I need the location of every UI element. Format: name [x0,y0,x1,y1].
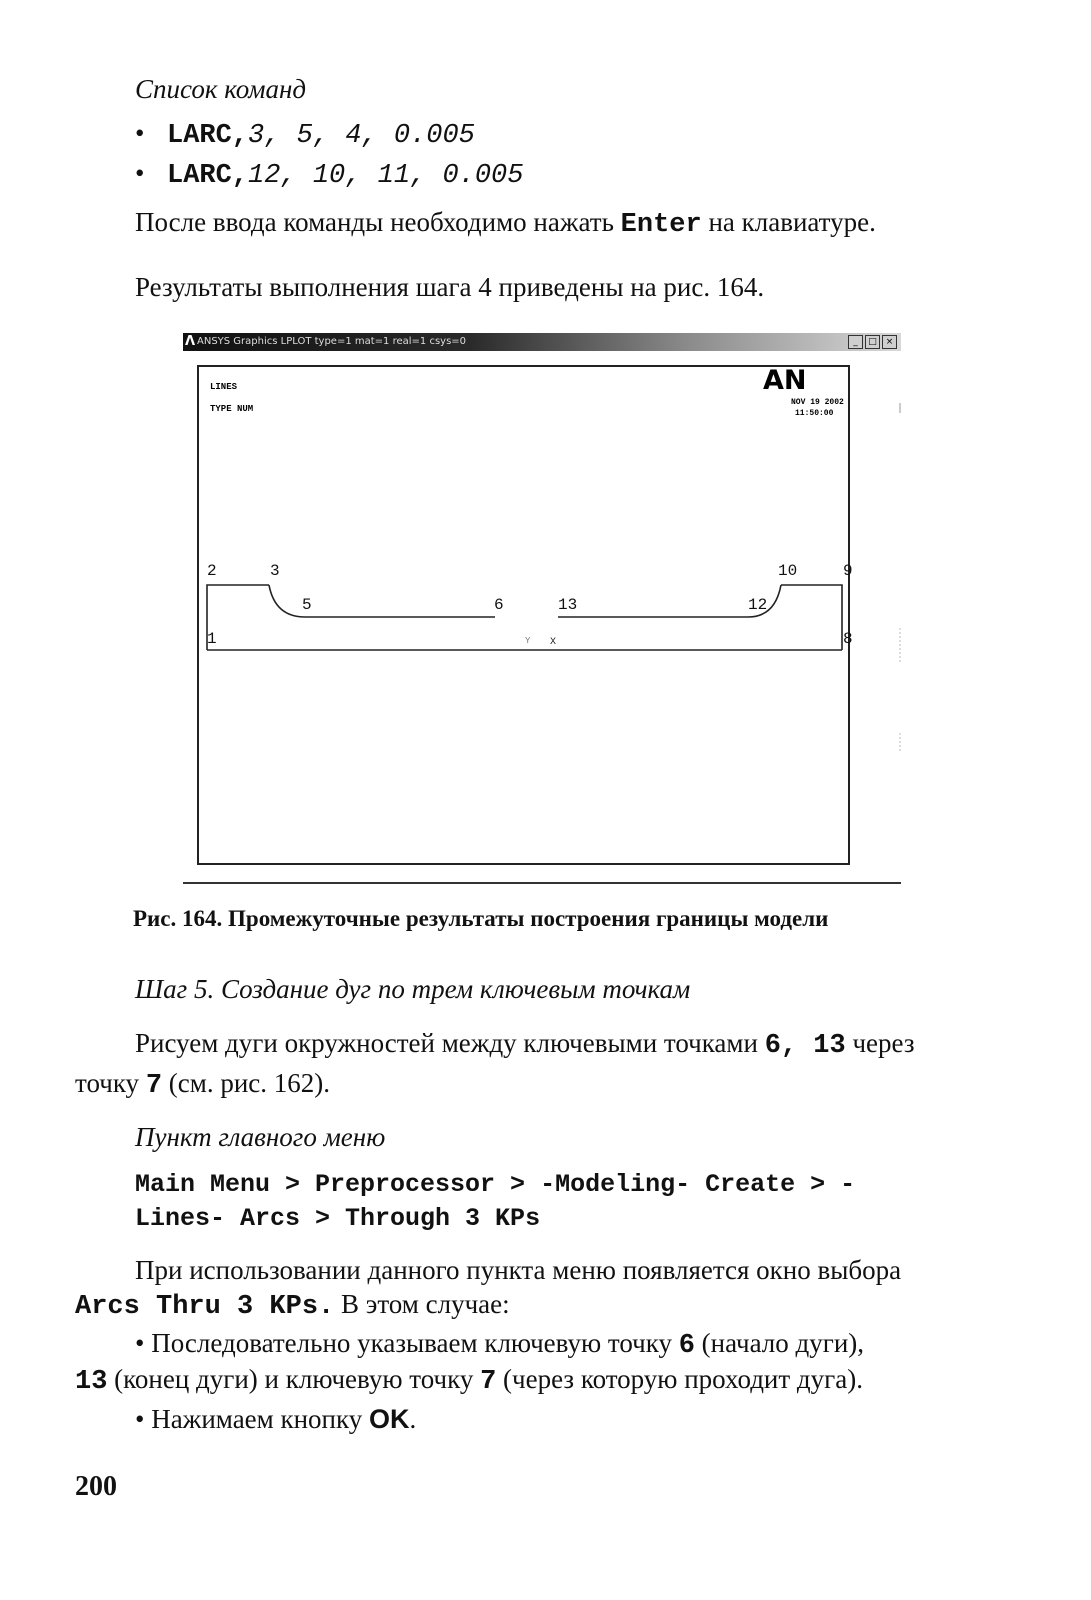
kp-label: 1 [207,630,217,648]
bullet-icon: • [135,1328,152,1358]
kp-label: 2 [207,562,217,580]
bullet-icon: • [135,1404,152,1434]
close-button[interactable]: × [882,335,897,349]
keypoints-6-13: 6, 13 [764,1031,846,1061]
kp-label: 12 [748,596,768,614]
bullet2-line [135,1402,416,1436]
keypoint-13: 13 [75,1367,108,1397]
text-run: Нажимаем кнопку [151,1404,369,1434]
usage-paragraph-line2 [75,1287,510,1324]
after-input-paragraph [135,205,876,242]
kp-label: 3 [270,562,280,580]
kp-label: 9 [843,562,853,580]
bullet-icon [135,118,167,148]
ok-button-label: OK [369,1404,410,1434]
command-args: 3, 5, 4, 0.005 [248,121,475,151]
command-line-1 [135,116,475,153]
lines-plot [183,333,903,886]
kp-label: 5 [302,596,312,614]
text-run: (см. рис. 162). [162,1068,331,1098]
step5-paragraph-line2 [75,1066,330,1103]
text-run: через [845,1028,915,1058]
usage-paragraph-line1: При использовании данного пункта меню появляется окно выбора [135,1255,902,1285]
figure-caption: Рис. 164. Промежуточные результаты построения границы модели [133,906,829,931]
menu-heading: Пункт главного меню [135,1122,386,1152]
plot-label-lines: LINES [210,382,238,392]
plot-date: NOV 19 2002 [791,398,844,407]
plot-label-type: TYPE NUM [210,404,254,414]
ansys-logo-icon: Λ [185,334,196,349]
ansys-brand-logo: AN [763,365,807,396]
text-run: (через которую проходит дуга). [496,1364,863,1394]
line-right [781,585,842,650]
command-name: LARC, [167,161,249,191]
step5-paragraph-line1 [135,1026,1010,1063]
command-line-2 [135,156,523,193]
text-run: В этом случае: [334,1289,510,1319]
kp-label: 8 [843,630,853,648]
bullet-icon [135,158,167,188]
arc-3-5 [269,585,305,617]
commands-heading: Список команд [135,74,307,104]
plot-time: 11:50:00 [795,409,834,418]
arcs-thru-dialog-name: Arcs Thru 3 KPs. [75,1292,335,1322]
bullet1-line1 [135,1326,864,1363]
text-run: (конец дуги) и ключевую точку [107,1364,481,1394]
window-title: ANSYS Graphics LPLOT type=1 mat=1 real=1 csys=0 [197,336,467,347]
maximize-button[interactable]: □ [865,335,880,349]
enter-key-label: Enter [620,210,702,240]
kp-label: 13 [558,596,578,614]
minimize-button[interactable]: _ [848,335,863,349]
kp-label: 10 [778,562,798,580]
keypoint-7: 7 [480,1367,497,1397]
keypoint-6: 6 [678,1331,695,1361]
command-name: LARC, [167,121,249,151]
bullet1-line2 [75,1362,863,1399]
text-run: (начало дуги), [694,1328,865,1358]
text-run: точку [75,1068,146,1098]
step5-heading: Шаг 5. Создание дуг по трем ключевым точкам [135,974,691,1004]
text-run: Рисуем дуги окружностей между ключевыми точками [135,1028,765,1058]
text-run: . [409,1404,417,1434]
text-run: на клавиатуре. [701,207,876,237]
command-args: 12, 10, 11, 0.005 [248,161,524,191]
page-number: 200 [75,1471,117,1502]
text-run: После ввода команды необходимо нажать [135,207,621,237]
axis-y-label: Y [525,636,531,646]
results-paragraph: Результаты выполнения шага 4 приведены на рис. 164. [135,272,765,302]
menu-path-line1: Main Menu > Preprocessor > -Modeling- Create > - [135,1170,856,1199]
kp-label: 6 [494,596,504,614]
text-run: Последовательно указываем ключевую точку [151,1328,679,1358]
ansys-graphics-figure [183,333,903,886]
keypoint-7: 7 [145,1071,163,1101]
axis-x-label: X [550,637,557,648]
menu-path-line2: Lines- Arcs > Through 3 KPs [135,1204,541,1233]
